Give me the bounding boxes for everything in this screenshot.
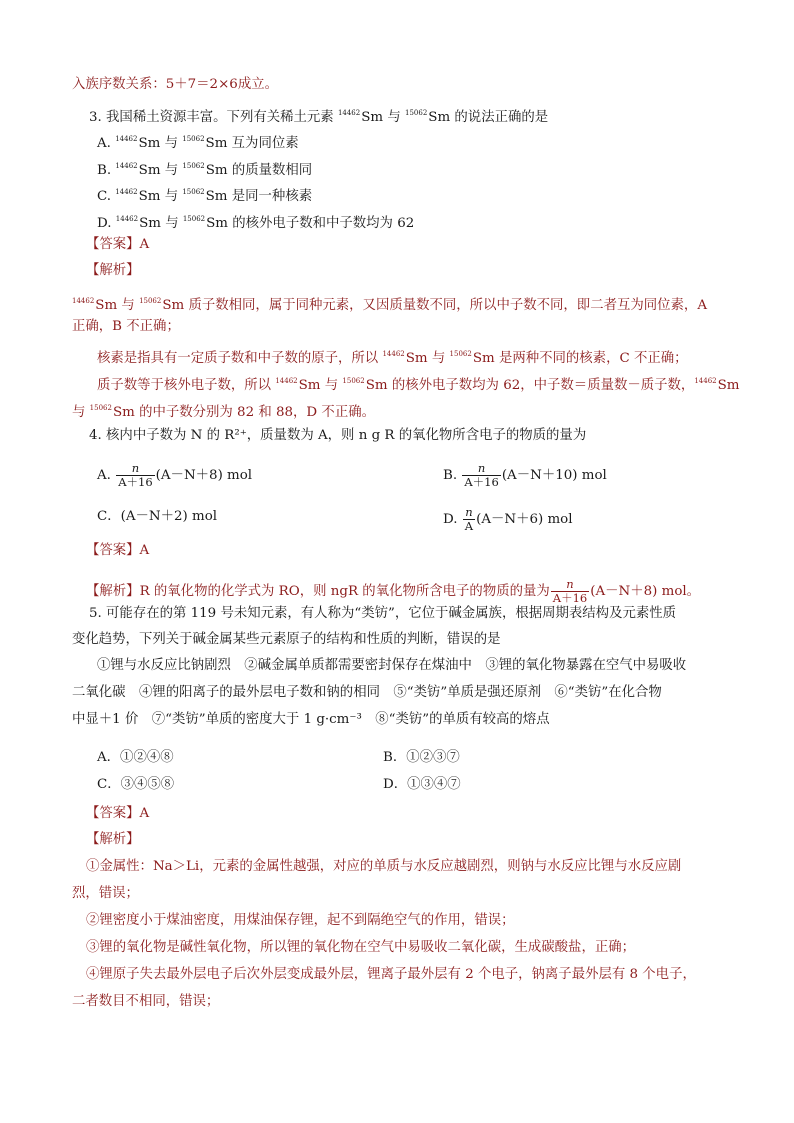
text-line: 质子数等于核外电子数，所以 $^{14462}$Sm 与 $^{15062}$Sm 的核外电子数均为 62，中子数＝质量数－质子数，$^{14462}$Sm — [97, 377, 740, 393]
text-line: 【答案】A — [86, 543, 150, 558]
isotope-mass: 15062 — [182, 215, 206, 223]
isotope-mass: 14462 — [115, 215, 139, 223]
text-line: D．①③④⑦ — [383, 777, 461, 792]
isotope-mass: 15062 — [89, 404, 112, 412]
isotope-mass: 14462 — [337, 109, 361, 117]
text-line: C．③④⑤⑧ — [97, 777, 175, 792]
isotope-mass: 15062 — [405, 109, 428, 117]
text-line: 入族序数关系：5＋7＝2×6成立。 — [72, 77, 278, 92]
text-line: 变化趋势，下列关于碱金属某些元素原子的结构和性质的判断，错误的是 — [72, 632, 501, 647]
isotope-mass: 15062 — [139, 297, 162, 305]
text-line: 二氧化碳 ④锂的阳离子的最外层电子数和钠的相同 ⑤“类钫”单质是强还原剂 ⑥“类钫”在化合物 — [72, 685, 662, 700]
isotope-mass: 15062 — [182, 188, 205, 196]
q4-analysis: 【解析】R 的氧化物的化学式为 RO，则 ngR 的氧化物所含电子的物质的量为 $\frac{n}{A+16}$ (A－N＋8) mol。 — [86, 577, 701, 605]
text-line: ①金属性：Na＞Li，元素的金属性越强，对应的单质与水反应越剧烈，则钠与水反应比锂与水反应剧 — [86, 859, 682, 874]
text-line: 与 $^{15062}$Sm 的中子数分别为 82 和 88，D 不正确。 — [72, 404, 375, 420]
q4-option-b: B. $\frac{n}{A+16}$ (A－N＋10) mol — [443, 461, 607, 489]
text-line: A. $^{14462}$Sm 与 $^{15062}$Sm 互为同位素 — [97, 135, 299, 151]
isotope-mass: 14462 — [115, 135, 138, 143]
isotope-mass: 14462 — [72, 297, 95, 305]
text-line: $^{14462}$Sm 与 $^{15062}$Sm 质子数相同，属于同种元素，又因质量数不同，所以中子数不同，即二者互为同位素，A — [72, 297, 707, 313]
text-line: 【答案】A — [86, 237, 150, 252]
isotope-mass: 15062 — [449, 350, 472, 358]
isotope-mass: 14462 — [694, 377, 717, 385]
isotope-mass: 15062 — [342, 377, 365, 385]
text-line: 3. 我国稀土资源丰富。下列有关稀土元素 $^{14462}$Sm 与 $^{15062}$Sm 的说法正确的是 — [89, 109, 549, 125]
text-line: 4. 核内中子数为 N 的 R²⁺，质量数为 A，则 n g R 的氧化物所含电子的物质的量为 — [89, 428, 587, 443]
text-line: 5. 可能存在的第 119 号未知元素，有人称为“类钫”，它位于碱金属族，根据周期表结构及元素性质 — [89, 606, 677, 621]
text-line: 核素是指具有一定质子数和中子数的原子，所以 $^{14462}$Sm 与 $^{15062}$Sm 是两种不同的核素，C 不正确； — [97, 350, 688, 366]
isotope-mass: 15062 — [182, 135, 205, 143]
isotope-mass: 14462 — [115, 188, 138, 196]
text-line: B. $^{14462}$Sm 与 $^{15062}$Sm 的质量数相同 — [97, 162, 313, 178]
text-line: 【解析】 — [86, 263, 140, 278]
text-line: C. $^{14462}$Sm 与 $^{15062}$Sm 是同一种核素 — [97, 188, 313, 204]
text-line: 中显＋1 价 ⑦“类钫”单质的密度大于 1 g·cm⁻³ ⑧“类钫”的单质有较高的熔点 — [72, 712, 550, 727]
text-line: 正确，B 不正确； — [72, 319, 180, 334]
isotope-mass: 15062 — [182, 162, 205, 170]
text-line: ②锂密度小于煤油密度，用煤油保存锂，起不到隔绝空气的作用，错误； — [86, 913, 515, 928]
text-line: 【答案】A — [86, 806, 150, 821]
isotope-mass: 14462 — [115, 162, 138, 170]
isotope-mass: 14462 — [275, 377, 298, 385]
text-line: D. $^{14462}$Sm 与 $^{15062}$Sm 的核外电子数和中子数均为 62 — [97, 215, 415, 231]
text-line: 烈，错误； — [72, 886, 139, 901]
text-line: B．①②③⑦ — [383, 750, 460, 765]
isotope-mass: 14462 — [382, 350, 405, 358]
text-line: 【解析】 — [86, 832, 140, 847]
text-line: 二者数目不相同，错误； — [72, 994, 220, 1009]
text-line: ④锂原子失去最外层电子后次外层变成最外层，锂离子最外层有 2 个电子，钠离子最外层有 8 个电子， — [86, 967, 696, 982]
q4-option-a: A. $\frac{n}{A+16}$ (A－N＋8) mol — [97, 461, 253, 489]
text-line: A．①②④⑧ — [97, 750, 174, 765]
text-line: ①锂与水反应比钠剧烈 ②碱金属单质都需要密封保存在煤油中 ③锂的氧化物暴露在空气中易吸收 — [97, 658, 687, 673]
q4-option-d: D. $\frac{n}{A}$ (A－N＋6) mol — [443, 505, 573, 533]
q4-option-c: C．(A－N＋2) mol — [97, 509, 218, 524]
text-line: ③锂的氧化物是碱性氧化物，所以锂的氧化物在空气中易吸收二氧化碳，生成碳酸盐，正确； — [86, 940, 636, 955]
